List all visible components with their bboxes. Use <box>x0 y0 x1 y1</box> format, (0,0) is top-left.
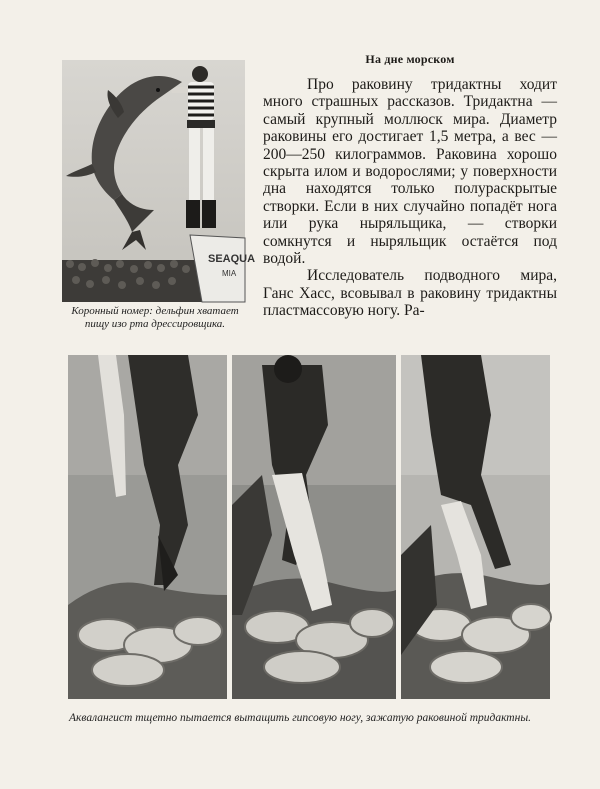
article <box>263 52 557 320</box>
underwater-photo-frame-2 <box>232 355 396 699</box>
sign-text-2: MIA <box>222 269 237 278</box>
sign-text: SEAQUA <box>208 253 256 265</box>
dolphin-photo <box>62 60 256 302</box>
underwater-photo-strip <box>68 355 550 699</box>
underwater-photo-caption: Аквалангист тщетно пытается вытащить гипсовую ногу, зажатую раковиной тридактны. <box>69 712 531 724</box>
article-title: На дне морском <box>365 52 455 66</box>
article-paragraph-2: Исследователь подводного мира, Ганс Хасс, всовывал в раковину тридактны пластмассовую ногу. Ра- <box>263 267 557 320</box>
dolphin-photo-caption: Коронный номер: дельфин хватает пищу изо рта дрессировщика. <box>71 305 239 330</box>
underwater-photo-frame-3 <box>401 355 550 699</box>
underwater-photo-frame-1 <box>68 355 227 699</box>
article-paragraph-1: Про раковину тридактны ходит много страшных рассказов. Тридактна — самый крупный моллюск мира. Диаметр раковины его достигает 1,5 метра, а вес — 200—250 килограммов. Раковина хорошо скрыта илом и водорослями; у поверхности дна находятся только полураскрытые створки. Если в них случайно попадёт нога или рука ныряльщика, — створки сомкнутся и ныряльщик остаётся под водой. <box>263 76 557 268</box>
